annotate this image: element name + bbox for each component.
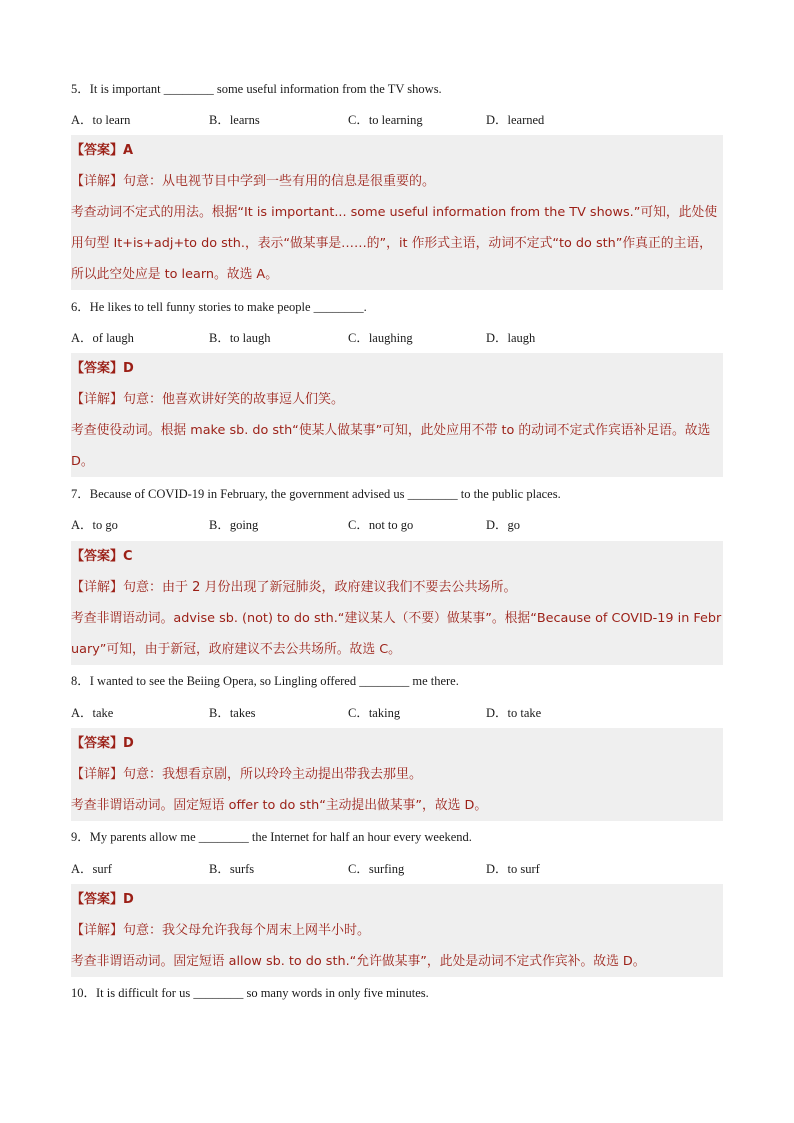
answer-block bbox=[71, 135, 723, 290]
options-row bbox=[71, 859, 723, 879]
detail-line: 【详解】句意：我想看京剧，所以玲玲主动提出带我去那里。 bbox=[71, 767, 423, 782]
detail-line: 【详解】句意：由于 2 月份出现了新冠肺炎，政府建议我们不要去公共场所。 bbox=[71, 580, 517, 595]
answer-label: 【答案】C bbox=[71, 549, 133, 564]
option-c: C．laughing bbox=[348, 331, 413, 345]
question-stem: 7．Because of COVID-19 in February, the government advised us ________ to the public places. bbox=[71, 487, 561, 501]
option-b: B．takes bbox=[209, 706, 256, 720]
option-a: A．surf bbox=[71, 862, 112, 876]
analysis-text: 考查非谓语动词。advise sb. (not) to do sth.“建议某人（不要）做某事”。根据“Because of COVID-19 in February”可知，由于新冠，政府建议不去公共场所。故选 C。 bbox=[71, 611, 722, 657]
answer-label: 【答案】D bbox=[71, 892, 134, 907]
option-d: D．to take bbox=[486, 706, 542, 720]
analysis-text: 考查非谓语动词。固定短语 allow sb. to do sth.“允许做某事”，此处是动词不定式作宾补。故选 D。 bbox=[71, 954, 646, 969]
question-stem: 5．It is important ________ some useful information from the TV shows. bbox=[71, 82, 442, 96]
answer-label: 【答案】A bbox=[71, 143, 134, 158]
option-b: B．surfs bbox=[209, 862, 255, 876]
analysis-text: 考查使役动词。根据 make sb. do sth“使某人做某事”可知，此处应用不带 to 的动词不定式作宾语补足语。故选 D。 bbox=[71, 423, 711, 469]
option-b: B．learns bbox=[209, 113, 260, 127]
answer-block bbox=[71, 728, 723, 821]
answer-block bbox=[71, 541, 723, 665]
option-c: C．surfing bbox=[348, 862, 405, 876]
detail-line: 【详解】句意：我父母允许我每个周末上网半小时。 bbox=[71, 923, 371, 938]
options-row bbox=[71, 328, 723, 348]
answer-block bbox=[71, 353, 723, 477]
question-stem: 10．It is difficult for us ________ so many words in only five minutes. bbox=[71, 986, 429, 1000]
option-d: D．laugh bbox=[486, 331, 536, 345]
detail-line: 【详解】句意：他喜欢讲好笑的故事逗人们笑。 bbox=[71, 392, 345, 407]
question-stem: 6．He likes to tell funny stories to make people ________. bbox=[71, 300, 367, 314]
options-row bbox=[71, 515, 723, 535]
option-c: C．not to go bbox=[348, 518, 414, 532]
question-stem: 9．My parents allow me ________ the Internet for half an hour every weekend. bbox=[71, 830, 472, 844]
detail-line: 【详解】句意：从电视节目中学到一些有用的信息是很重要的。 bbox=[71, 174, 436, 189]
option-d: D．go bbox=[486, 518, 521, 532]
option-d: D．learned bbox=[486, 113, 545, 127]
analysis-text: 考查动词不定式的用法。根据“It is important... some useful information from the TV shows.”可知，此处使用句型 It+is+adj+to do sth.，表示“做某事是……的”，it 作形式主语，动词不定式“to do sth”作真正的主语，所以此空处应是 to learn。故选 A。 bbox=[71, 205, 718, 282]
option-b: B．going bbox=[209, 518, 259, 532]
answer-label: 【答案】D bbox=[71, 361, 134, 376]
option-a: A．of laugh bbox=[71, 331, 134, 345]
option-a: A．to learn bbox=[71, 113, 131, 127]
analysis-text: 考查非谓语动词。固定短语 offer to do sth“主动提出做某事”，故选 D。 bbox=[71, 798, 488, 813]
option-c: C．taking bbox=[348, 706, 401, 720]
options-row bbox=[71, 703, 723, 723]
option-c: C．to learning bbox=[348, 113, 423, 127]
question-stem: 8．I wanted to see the Beiing Opera, so Lingling offered ________ me there. bbox=[71, 674, 459, 688]
option-d: D．to surf bbox=[486, 862, 540, 876]
options-row bbox=[71, 110, 723, 130]
answer-label: 【答案】D bbox=[71, 736, 134, 751]
option-a: A．take bbox=[71, 706, 114, 720]
option-a: A．to go bbox=[71, 518, 118, 532]
answer-block bbox=[71, 884, 723, 977]
option-b: B．to laugh bbox=[209, 331, 271, 345]
